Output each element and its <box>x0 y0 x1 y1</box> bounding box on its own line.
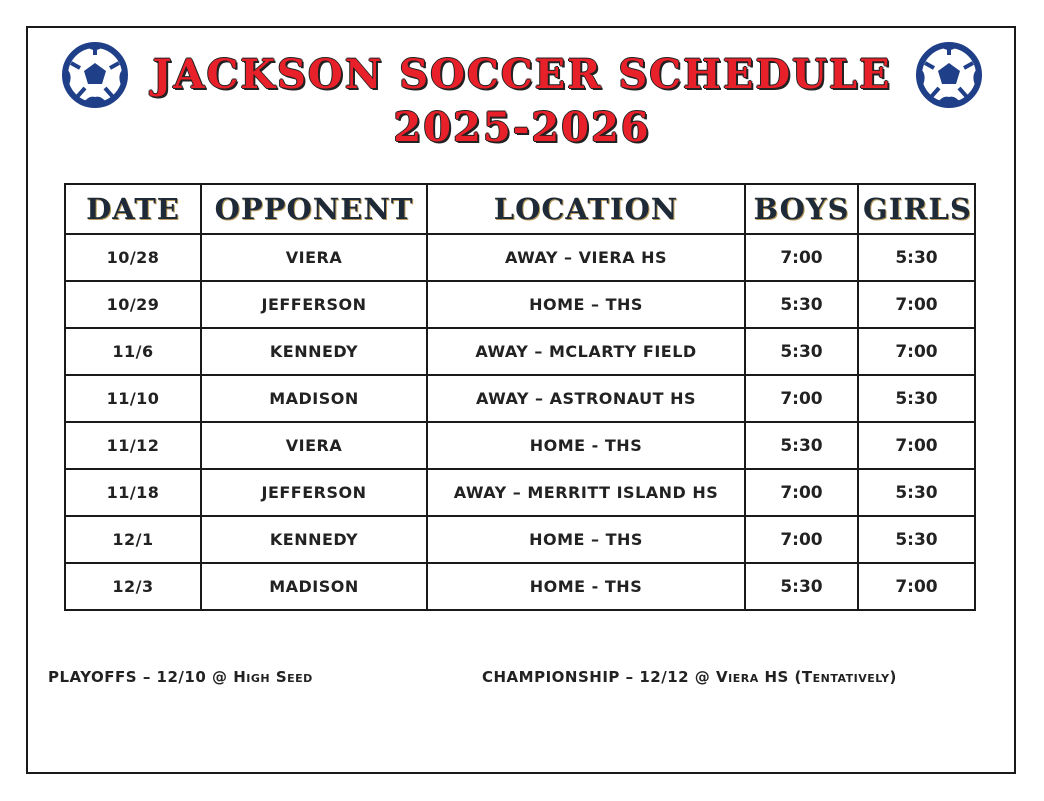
opponent-cell: VIERA <box>201 422 427 469</box>
location-cell: AWAY – MERRITT ISLAND HS <box>427 469 745 516</box>
girls-time-cell: 5:30 <box>858 234 975 281</box>
playoffs-label: PLAYOFFS – 12/10 @ <box>48 668 234 686</box>
boys-time-cell: 7:00 <box>745 516 858 563</box>
opponent-cell: JEFFERSON <box>201 281 427 328</box>
championship-label: CHAMPIONSHIP – 12/12 @ <box>482 668 717 686</box>
girls-time-cell: 7:00 <box>858 563 975 610</box>
location-cell: HOME – THS <box>427 281 745 328</box>
date-cell: 11/18 <box>65 469 201 516</box>
date-cell: 10/28 <box>65 234 201 281</box>
column-header-date: DATE <box>65 184 201 234</box>
table-row <box>65 422 975 469</box>
date-cell: 11/12 <box>65 422 201 469</box>
boys-time-cell: 5:30 <box>745 563 858 610</box>
location-cell: HOME – THS <box>427 516 745 563</box>
playoffs-note <box>48 668 313 686</box>
opponent-cell: JEFFERSON <box>201 469 427 516</box>
girls-time-cell: 5:30 <box>858 516 975 563</box>
opponent-cell: KENNEDY <box>201 328 427 375</box>
schedule-table <box>64 183 976 611</box>
table-row <box>65 516 975 563</box>
girls-time-cell: 7:00 <box>858 422 975 469</box>
boys-time-cell: 5:30 <box>745 422 858 469</box>
girls-time-cell: 5:30 <box>858 469 975 516</box>
date-cell: 11/6 <box>65 328 201 375</box>
opponent-cell: MADISON <box>201 375 427 422</box>
location-cell: HOME - THS <box>427 422 745 469</box>
table-row <box>65 375 975 422</box>
location-cell: AWAY – MCLARTY FIELD <box>427 328 745 375</box>
opponent-cell: VIERA <box>201 234 427 281</box>
schedule-title: JACKSON SOCCER SCHEDULE <box>152 51 892 98</box>
table-row <box>65 281 975 328</box>
championship-note <box>482 668 897 686</box>
boys-time-cell: 5:30 <box>745 328 858 375</box>
table-row <box>65 469 975 516</box>
column-header-boys: BOYS <box>745 184 858 234</box>
girls-time-cell: 7:00 <box>858 328 975 375</box>
table-header-row <box>65 184 975 234</box>
girls-time-cell: 5:30 <box>858 375 975 422</box>
table-row <box>65 563 975 610</box>
column-header-opponent: OPPONENT <box>201 184 427 234</box>
date-cell: 12/1 <box>65 516 201 563</box>
opponent-cell: MADISON <box>201 563 427 610</box>
boys-time-cell: 7:00 <box>745 375 858 422</box>
date-cell: 10/29 <box>65 281 201 328</box>
playoffs-location: High Seed <box>233 668 313 686</box>
boys-time-cell: 7:00 <box>745 234 858 281</box>
location-cell: HOME - THS <box>427 563 745 610</box>
location-cell: AWAY – ASTRONAUT HS <box>427 375 745 422</box>
date-cell: 11/10 <box>65 375 201 422</box>
schedule-season: 2025-2026 <box>393 104 651 151</box>
location-cell: AWAY – VIERA HS <box>427 234 745 281</box>
table-row <box>65 234 975 281</box>
opponent-cell: KENNEDY <box>201 516 427 563</box>
boys-time-cell: 5:30 <box>745 281 858 328</box>
column-header-location: LOCATION <box>427 184 745 234</box>
column-header-girls: GIRLS <box>858 184 975 234</box>
boys-time-cell: 7:00 <box>745 469 858 516</box>
table-row <box>65 328 975 375</box>
date-cell: 12/3 <box>65 563 201 610</box>
championship-location: Viera HS (Tentatively) <box>716 668 897 686</box>
girls-time-cell: 7:00 <box>858 281 975 328</box>
